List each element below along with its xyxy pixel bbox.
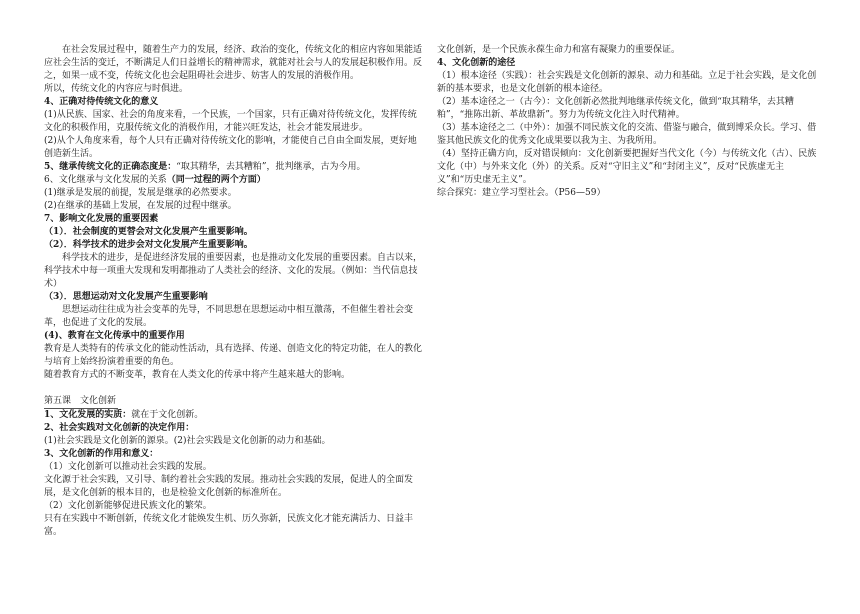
section-6-point-1: (1)继承是发展的前提，发展是继承的必然要求。 [44, 188, 237, 198]
section-5-text: “取其精华，去其糟粕”，批判继承，古为今用。 [176, 162, 366, 172]
section-7-point-4-text-2: 随着教育方式的不断变革，教育在人类文化的传承中将产生越来越大的影响。 [44, 370, 351, 380]
lesson-5-item-1-text: 就在于文化创新。 [131, 410, 204, 420]
section-4-point-1: (1)从民族、国家、社会的角度来看，一个民族，一个国家，只有正确对待传统文化，发挥传统文化的积极作用，克服传统文化的消极作用，才能兴旺发达，社会才能发展进步。 [44, 110, 417, 133]
section-7-point-2-text: 科学技术的进步，是促进经济发展的重要因素，也是推动文化发展的重要因素。自古以来，科学技术中每一项重大发现和发明都推动了人类社会的经济、文化的发展。（例如：当代信息技术） [44, 253, 423, 289]
section-6-point-2: (2)在继承的基础上发展，在发展的过程中继承。 [44, 201, 237, 211]
lesson-5-title: 第五课 文化创新 [44, 395, 118, 409]
innovation-path-4: （4）坚持正确方向，反对错误倾向：文化创新要把握好当代文化（今）与传统文化（古）、民族文化（中）与外来文化（外）的关系。反对“守旧主义”和“封闭主义”，反对“民族虚无主义”和“历史虚无主义”。 [437, 149, 817, 185]
lesson-5-item-3-point-1-text: 文化源于社会实践，又引导、制约着社会实践的发展。推动社会实践的发展，促进人的全面发展，是文化创新的根本目的，也是检验文化创新的标准所在。 [44, 475, 414, 498]
right-column [437, 44, 818, 200]
section-4-heading: 4、正确对待传统文化的意义 [44, 97, 159, 107]
lesson-5-item-3-point-2: （2）文化创新能够促进民族文化的繁荣。 [44, 501, 212, 511]
section-7-point-2: （2）．科学技术的进步会对文化发展产生重要影响。 [44, 240, 253, 250]
lesson-5-item-1-title: 1、文化发展的实质： [44, 410, 132, 420]
left-column [44, 44, 422, 539]
innovation-path-3: （3）基本途径之二（中外）：加强不同民族文化的交流、借鉴与融合，做到博采众长。学习、借鉴其他民族文化的优秀文化成果要以我为主、为我所用。 [437, 123, 817, 146]
section-7-point-1: （1）．社会制度的更替会对文化发展产生重要影响。 [44, 227, 253, 237]
section-7-point-4: (4)、教育在文化传承中的重要作用 [44, 331, 185, 341]
lesson-5-item-1 [44, 409, 422, 422]
section-7-point-4-text: 教育是人类特有的传承文化的能动性活动，具有选择、传递、创造文化的特定功能，在人的教化与培育上始终扮演着重要的角色。 [44, 344, 423, 367]
comprehensive-inquiry: 综合探究：建立学习型社会。（P56—59） [437, 188, 606, 198]
lesson-5-item-2-text: (1)社会实践是文化创新的源泉。(2)社会实践是文化创新的动力和基础。 [44, 436, 331, 446]
section-7-point-3: （3）．思想运动对文化发展产生重要影响 [44, 292, 208, 302]
innovation-path-2: （2）基本途径之一（古今）：文化创新必然批判地继承传统文化，做到“取其精华，去其糟粕”，“推陈出新、革故鼎新”。努力为传统文化注入时代精神。 [437, 97, 794, 120]
section-5 [44, 161, 422, 174]
right-continuation: 文化创新，是一个民族永葆生命力和富有凝聚力的重要保证。 [437, 45, 681, 55]
section-6-subtitle: （同一过程的两个方面） [166, 175, 266, 185]
innovation-path-heading: 4、文化创新的途径 [437, 58, 516, 68]
section-6-title: 6、文化继承与文化发展的关系 [44, 175, 167, 185]
intro-conclusion: 所以，传统文化的内容应与时俱进。 [44, 84, 189, 94]
lesson-5-item-3-title: 3、文化创新的作用和意义： [44, 449, 159, 459]
lesson-5-item-2-title: 2、社会实践对文化创新的决定作用： [44, 423, 195, 433]
section-7-point-3-text: 思想运动往往成为社会变革的先导，不同思想在思想运动中相互激荡，不但催生着社会变革，也促进了文化的发展。 [44, 305, 414, 328]
spacer [44, 382, 422, 395]
section-5-heading: 5、继承传统文化的正确态度是： [44, 162, 177, 172]
lesson-5-item-3-point-1: （1）文化创新可以推动社会实践的发展。 [44, 462, 212, 472]
section-4-point-2: (2)从个人角度来看，每个人只有正确对待传统文化的影响，才能使自己自由全面发展，更好地创造新生活。 [44, 136, 417, 159]
intro-paragraph: 在社会发展过程中，随着生产力的发展，经济、政治的变化，传统文化的相应内容如果能适应社会生活的变迁，不断满足人们日益增长的精神需求，就能对社会与人的发展起积极作用。反之，如果一成不变，传统文化也会起阻碍社会进步、妨害人的发展的消极作用。 [44, 45, 423, 81]
section-7-heading: 7、影响文化发展的重要因素 [44, 214, 159, 224]
lesson-5-heading [44, 395, 422, 409]
lesson-5-item-3-point-2-text: 只有在实践中不断创新，传统文化才能焕发生机、历久弥新，民族文化才能充满活力、日益丰富。 [44, 514, 414, 537]
section-6-heading [44, 174, 422, 187]
innovation-path-1: （1）根本途径（实践）：社会实践是文化创新的源泉、动力和基础。立足于社会实践，是文化创新的基本要求，也是文化创新的根本途径。 [437, 71, 817, 94]
